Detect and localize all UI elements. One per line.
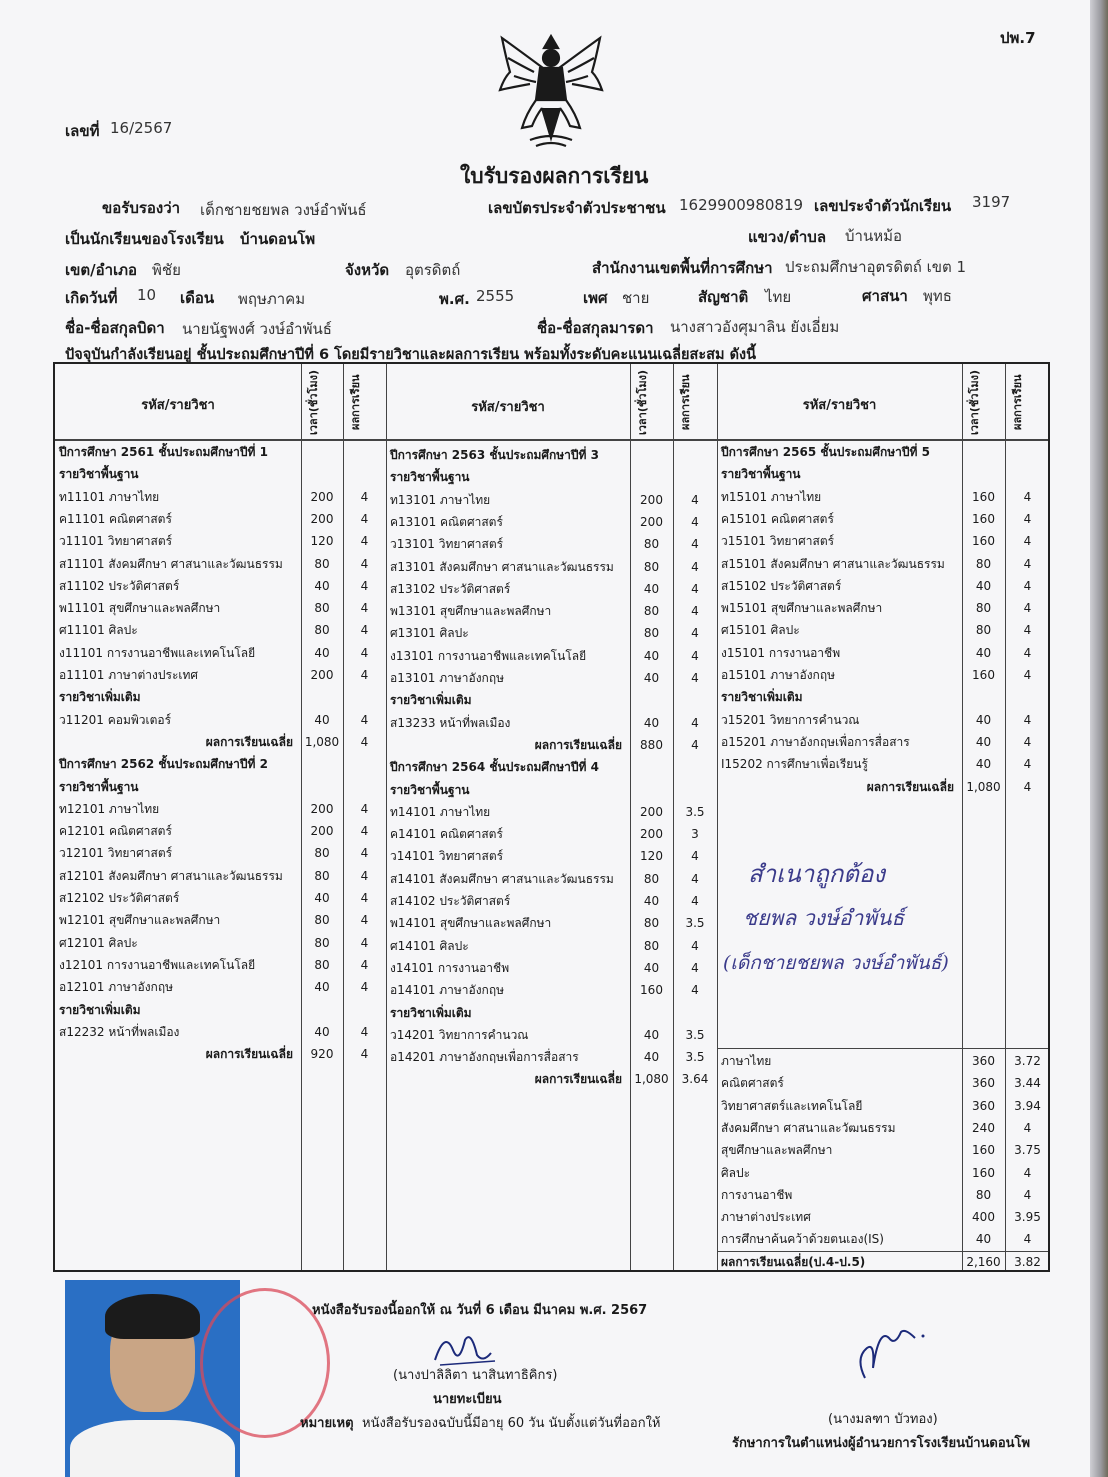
hours-value: 160 xyxy=(640,983,663,998)
grade-value: 4 xyxy=(691,492,699,507)
hours-value: 1,080 xyxy=(966,779,1001,794)
grade-value: 4 xyxy=(360,734,369,749)
grade-value: 4 xyxy=(1023,511,1032,526)
subject-name: ปีการศึกษา 2564 ชั้นประถมศึกษาปีที่ 4 xyxy=(390,760,599,775)
grade-value: 4 xyxy=(360,556,369,571)
subject-name: อ15201 ภาษาอังกฤษเพื่อการสื่อสาร xyxy=(721,734,910,749)
subdistrict-label: แขวง/ตำบล xyxy=(748,228,827,246)
hours-value: 200 xyxy=(640,514,663,529)
hours-value: 120 xyxy=(310,534,334,549)
hours-value: 80 xyxy=(314,556,330,571)
subject-name: ศ13101 ศิลปะ xyxy=(390,626,469,641)
header-grade-2: ผลการเรียน xyxy=(679,374,692,430)
subject-name: ท15101 ภาษาไทย xyxy=(721,489,822,504)
school-name: บ้านดอนโพ xyxy=(240,230,316,248)
grade-value: 3.5 xyxy=(685,1027,705,1042)
grade-value: 3.44 xyxy=(1014,1076,1041,1091)
grade-value: 4 xyxy=(691,537,699,552)
subject-name: ท14101 ภาษาไทย xyxy=(390,804,491,819)
hours-value: 40 xyxy=(975,1232,992,1247)
average-label: ผลการเรียนเฉลี่ย xyxy=(205,734,293,749)
hours-value: 160 xyxy=(972,511,995,526)
grade-value: 4 xyxy=(360,645,369,660)
grade-value: 4 xyxy=(360,712,369,727)
subject-name: พ14101 สุขศึกษาและพลศึกษา xyxy=(390,916,552,931)
grade-value: 4 xyxy=(1023,1187,1032,1202)
average-label: ผลการเรียนเฉลี่ย xyxy=(205,1047,293,1062)
subject-name: ภาษาไทย xyxy=(721,1054,772,1068)
subject-name: ง14101 การงานอาชีพ xyxy=(390,960,510,975)
summary-total-hours: 2,160 xyxy=(966,1255,1001,1269)
subject-name: อ14101 ภาษาอังกฤษ xyxy=(390,983,504,998)
hours-value: 40 xyxy=(643,648,660,663)
mother-name: นางสาวอังศุมาลิน ยังเอี่ยม xyxy=(670,318,840,336)
subject-name: ส14102 ประวัติศาสตร์ xyxy=(390,894,511,908)
director-title: รักษาการในตำแหน่งผู้อำนวยการโรงเรียนบ้านดอนโพ xyxy=(732,1436,1031,1451)
grade-value: 3.5 xyxy=(685,1050,705,1065)
grade-value: 4 xyxy=(360,935,369,950)
hours-value: 80 xyxy=(643,626,660,641)
director-signature-icon xyxy=(845,1318,930,1388)
subject-name: ง12101 การงานอาชีพและเทคโนโลยี xyxy=(59,957,256,972)
hours-value: 40 xyxy=(314,980,330,995)
subject-name: ว14101 วิทยาศาสตร์ xyxy=(390,849,504,864)
subject-name: ส14101 สังคมศึกษา ศาสนาและวัฒนธรรม xyxy=(390,871,614,886)
subject-name: พ15101 สุขศึกษาและพลศึกษา xyxy=(721,601,883,616)
hours-value: 80 xyxy=(975,623,992,638)
subject-name: รายวิชาพื้นฐาน xyxy=(59,779,139,794)
hours-value: 880 xyxy=(640,737,663,752)
subject-name: รายวิชาพื้นฐาน xyxy=(721,467,801,482)
hours-value: 40 xyxy=(643,1027,660,1042)
grade-value: 4 xyxy=(360,1047,369,1062)
hours-value: 80 xyxy=(975,601,992,616)
hours-value: 240 xyxy=(972,1120,995,1135)
district: พิชัย xyxy=(152,261,181,279)
hours-value: 80 xyxy=(975,1187,992,1202)
subject-name: รายวิชาเพิ่มเติม xyxy=(721,690,803,705)
hours-value: 80 xyxy=(314,935,330,950)
id-label: เลขบัตรประจำตัวประชาชน xyxy=(488,199,666,217)
hours-value: 200 xyxy=(310,489,334,504)
subject-name: อ14201 ภาษาอังกฤษเพื่อการสื่อสาร xyxy=(390,1050,579,1065)
subject-name: ท11101 ภาษาไทย xyxy=(59,489,160,504)
doc-number-label: เลขที่ xyxy=(65,122,100,140)
hours-value: 200 xyxy=(310,824,334,839)
subject-name: ง11101 การงานอาชีพและเทคโนโลยี xyxy=(59,645,256,660)
office-label: สำนักงานเขตพื้นที่การศึกษา xyxy=(592,259,773,277)
average-label: ผลการเรียนเฉลี่ย xyxy=(866,779,954,794)
note-label: หมายเหตุ xyxy=(300,1416,354,1431)
id-number: 1629900980819 xyxy=(679,196,804,214)
mother-label: ชื่อ-ชื่อสกุลมารดา xyxy=(537,319,654,337)
grade-value: 3.64 xyxy=(681,1072,709,1087)
grade-value: 4 xyxy=(691,671,699,685)
subject-name: ศ12101 ศิลปะ xyxy=(59,935,138,950)
page-title: ใบรับรองผลการเรียน xyxy=(460,164,649,188)
hours-value: 40 xyxy=(314,645,330,660)
province: อุตรดิตถ์ xyxy=(405,261,461,279)
hours-value: 40 xyxy=(975,757,992,772)
hours-value: 80 xyxy=(643,871,660,886)
grade-value: 4 xyxy=(360,489,369,504)
summary-total-label: ผลการเรียนเฉลี่ย(ป.4-ป.5) xyxy=(721,1255,866,1269)
subject-name: คณิตศาสตร์ xyxy=(721,1076,784,1091)
subject-name: ว14201 วิทยาการคำนวณ xyxy=(390,1027,529,1042)
subject-name: ส13101 สังคมศึกษา ศาสนาและวัฒนธรรม xyxy=(390,559,614,574)
subject-name: ค15101 คณิตศาสตร์ xyxy=(721,511,834,526)
hours-value: 40 xyxy=(975,734,992,749)
born-label: เกิดวันที่ xyxy=(65,289,118,307)
father-label: ชื่อ-ชื่อสกุลบิดา xyxy=(65,319,165,337)
grade-value: 4 xyxy=(1023,668,1032,682)
header-hours-3: เวลา(ชั่วโมง) xyxy=(968,369,981,435)
header-subject-1: รหัส/รายวิชา xyxy=(141,398,215,413)
certify-label: ขอรับรองว่า xyxy=(102,199,181,217)
hours-value: 40 xyxy=(314,1024,330,1039)
province-label: จังหวัด xyxy=(345,261,390,279)
hours-value: 160 xyxy=(972,668,995,682)
subject-name: ปีการศึกษา 2565 ชั้นประถมศึกษาปีที่ 5 xyxy=(721,445,930,459)
subject-name: ค13101 คณิตศาสตร์ xyxy=(390,514,503,529)
grade-value: 4 xyxy=(360,957,369,972)
handwritten-certified-copy: สำเนาถูกต้อง xyxy=(748,860,885,888)
grade-value: 3 xyxy=(691,827,699,842)
subject-name: พ13101 สุขศึกษาและพลศึกษา xyxy=(390,604,552,619)
hours-value: 200 xyxy=(310,801,334,816)
hours-value: 80 xyxy=(975,556,992,571)
grade-value: 4 xyxy=(691,849,699,864)
hours-value: 40 xyxy=(643,960,660,975)
subject-name: รายวิชาพื้นฐาน xyxy=(59,467,139,482)
subject-name: ศ14101 ศิลปะ xyxy=(390,938,469,953)
subject-name: รายวิชาเพิ่มเติม xyxy=(59,1002,141,1017)
grade-value: 4 xyxy=(1023,534,1032,549)
subject-name: ส13233 หน้าที่พลเมือง xyxy=(390,715,511,730)
grade-value: 4 xyxy=(360,846,369,861)
hours-value: 920 xyxy=(310,1047,334,1062)
average-label: ผลการเรียนเฉลี่ย xyxy=(534,1072,622,1087)
subject-name: การศึกษาค้นคว้าด้วยตนเอง(IS) xyxy=(721,1232,884,1247)
grade-value: 4 xyxy=(691,715,699,730)
grade-value: 3.94 xyxy=(1014,1098,1041,1113)
note-text: หนังสือรับรองฉบับนี้มีอายุ 60 วัน นับตั้งแต่วันที่ออกให้ xyxy=(362,1416,661,1431)
hours-value: 360 xyxy=(972,1076,995,1091)
subject-name: ว11201 คอมพิวเตอร์ xyxy=(59,712,172,727)
hours-value: 80 xyxy=(643,537,660,552)
hours-value: 80 xyxy=(314,957,330,972)
subject-name: ค14101 คณิตศาสตร์ xyxy=(390,827,503,842)
sex: ชาย xyxy=(622,289,650,307)
hours-value: 40 xyxy=(643,1050,660,1065)
grade-value: 4 xyxy=(691,559,699,574)
subject-name: รายวิชาพื้นฐาน xyxy=(390,782,470,797)
hours-value: 80 xyxy=(314,868,330,883)
subject-name: สุขศึกษาและพลศึกษา xyxy=(721,1143,833,1158)
grade-value: 4 xyxy=(691,648,699,663)
hours-value: 80 xyxy=(314,601,330,616)
hours-value: 40 xyxy=(975,712,992,727)
nationality: ไทย xyxy=(765,288,792,306)
grade-value: 4 xyxy=(1023,601,1032,616)
year-label: พ.ศ. xyxy=(439,290,470,308)
subject-name: ว15101 วิทยาศาสตร์ xyxy=(721,534,835,549)
grade-value: 4 xyxy=(1023,578,1032,593)
nationality-label: สัญชาติ xyxy=(698,288,749,306)
subject-name: สังคมศึกษา ศาสนาและวัฒนธรรม xyxy=(721,1120,896,1135)
grades-table xyxy=(53,362,1050,1272)
average-label: ผลการเรียนเฉลี่ย xyxy=(534,737,622,752)
header-hours-2: เวลา(ชั่วโมง) xyxy=(636,369,649,435)
header-subject-2: รหัส/รายวิชา xyxy=(471,400,545,415)
subdistrict: บ้านหม้อ xyxy=(845,227,902,245)
born-day: 10 xyxy=(137,286,157,304)
grade-value: 4 xyxy=(1023,645,1032,660)
hours-value: 80 xyxy=(643,938,660,953)
grade-value: 4 xyxy=(360,1024,369,1039)
grade-value: 4 xyxy=(691,737,699,752)
subject-name: ส11101 สังคมศึกษา ศาสนาและวัฒนธรรม xyxy=(59,556,283,571)
subject-name: อ15101 ภาษาอังกฤษ xyxy=(721,668,835,682)
hours-value: 160 xyxy=(972,1143,995,1158)
subject-name: ปีการศึกษา 2563 ชั้นประถมศึกษาปีที่ 3 xyxy=(390,448,599,462)
subject-name: ง13101 การงานอาชีพและเทคโนโลยี xyxy=(390,648,587,663)
grade-value: 4 xyxy=(1023,489,1032,504)
grade-value: 4 xyxy=(691,894,699,908)
grade-value: 4 xyxy=(1023,556,1032,571)
grade-value: 4 xyxy=(691,514,699,529)
subject-name: ส13102 ประวัติศาสตร์ xyxy=(390,581,511,596)
grade-value: 4 xyxy=(691,938,699,953)
header-hours-1: เวลา(ชั่วโมง) xyxy=(307,369,320,435)
grade-value: 4 xyxy=(360,891,369,905)
hours-value: 40 xyxy=(975,578,992,593)
subject-name: พ12101 สุขศึกษาและพลศึกษา xyxy=(59,913,221,928)
hours-value: 40 xyxy=(643,671,660,685)
father-name: นายนัฐพงศ์ วงษ์อำพันธ์ xyxy=(182,320,332,338)
grade-value: 4 xyxy=(1023,712,1032,727)
subject-name: ค12101 คณิตศาสตร์ xyxy=(59,824,172,839)
subject-name: รายวิชาพื้นฐาน xyxy=(390,470,470,485)
hours-value: 120 xyxy=(640,849,663,864)
student-name: เด็กชายชยพล วงษ์อำพันธ์ xyxy=(200,201,367,219)
grade-value: 4 xyxy=(360,601,369,616)
subject-name: ว13101 วิทยาศาสตร์ xyxy=(390,537,504,552)
subject-name: ส15102 ประวัติศาสตร์ xyxy=(721,578,842,593)
grade-value: 4 xyxy=(691,604,699,619)
office: ประถมศึกษาอุตรดิตถ์ เขต 1 xyxy=(785,258,967,276)
subject-name: ศิลปะ xyxy=(721,1165,751,1180)
hours-value: 400 xyxy=(972,1210,995,1225)
grade-value: 4 xyxy=(1023,1232,1032,1247)
hours-value: 40 xyxy=(643,715,660,730)
grade-value: 4 xyxy=(360,578,369,593)
born-year: 2555 xyxy=(476,287,515,305)
hours-value: 40 xyxy=(643,581,660,596)
district-label: เขต/อำเภอ xyxy=(65,261,138,279)
subject-name: พ11101 สุขศึกษาและพลศึกษา xyxy=(59,601,221,616)
subject-name: รายวิชาเพิ่มเติม xyxy=(390,1005,472,1020)
subject-name: ท12101 ภาษาไทย xyxy=(59,801,160,816)
sex-label: เพศ xyxy=(583,289,608,307)
subject-name: อ12101 ภาษาอังกฤษ xyxy=(59,980,173,995)
handwritten-full-name: (เด็กชายชยพล วงษ์อำพันธ์) xyxy=(723,952,949,974)
hours-value: 80 xyxy=(643,916,660,931)
subject-name: ว15201 วิทยาการคำนวณ xyxy=(721,712,860,727)
grade-value: 3.5 xyxy=(685,916,705,931)
hours-value: 1,080 xyxy=(304,734,340,749)
hours-value: 40 xyxy=(975,645,992,660)
subject-name: การงานอาชีพ xyxy=(721,1187,793,1202)
grade-value: 4 xyxy=(691,983,699,998)
grade-value: 4 xyxy=(691,960,699,975)
grade-value: 4 xyxy=(360,534,369,549)
grade-value: 3.5 xyxy=(685,804,705,819)
subject-name: อ11101 ภาษาต่างประเทศ xyxy=(59,668,199,682)
month-label: เดือน xyxy=(180,289,215,307)
grade-value: 3.72 xyxy=(1014,1054,1041,1068)
grade-value: 4 xyxy=(360,801,369,816)
subject-name: ท13101 ภาษาไทย xyxy=(390,492,491,507)
hours-value: 40 xyxy=(314,578,330,593)
hours-value: 80 xyxy=(643,559,660,574)
subject-name: ส12232 หน้าที่พลเมือง xyxy=(59,1024,180,1039)
header-subject-3: รหัส/รายวิชา xyxy=(802,398,877,413)
born-month: พฤษภาคม xyxy=(238,290,306,308)
subject-name: I15202 การศึกษาเพื่อเรียนรู้ xyxy=(721,757,868,772)
hours-value: 160 xyxy=(972,1165,995,1180)
subject-name: ศ11101 ศิลปะ xyxy=(59,623,138,638)
grade-value: 4 xyxy=(1023,779,1032,794)
grade-value: 4 xyxy=(1023,1120,1032,1135)
doc-number: 16/2567 xyxy=(110,119,173,137)
student-no-label: เลขประจำตัวนักเรียน xyxy=(814,197,952,215)
subject-name: ง15101 การงานอาชีพ xyxy=(721,645,841,660)
hours-value: 80 xyxy=(314,623,330,638)
grade-value: 4 xyxy=(691,871,699,886)
current-statement: ปัจจุบันกำลังเรียนอยู่ ชั้นประถมศึกษาปีที่ 6 โดยมีรายวิชาและผลการเรียน พร้อมทั้งระดับคะแนนเฉลี่ยสะสม ดังนี้ xyxy=(65,347,757,363)
subject-name: วิทยาศาสตร์และเทคโนโลยี xyxy=(721,1098,863,1113)
grade-value: 4 xyxy=(691,626,699,641)
hours-value: 80 xyxy=(314,913,330,928)
hours-value: 1,080 xyxy=(634,1072,669,1087)
handwritten-signature-name: ชยพล วงษ์อำพันธ์ xyxy=(743,906,905,930)
grade-value: 3.75 xyxy=(1014,1143,1041,1158)
grade-value: 4 xyxy=(360,868,369,883)
grade-value: 4 xyxy=(1023,623,1032,638)
grade-value: 4 xyxy=(360,511,369,526)
religion: พุทธ xyxy=(923,287,952,305)
registrar-title: นายทะเบียน xyxy=(433,1392,502,1407)
hours-value: 40 xyxy=(643,894,660,908)
header-grade-1: ผลการเรียน xyxy=(349,374,362,430)
subject-name: ค11101 คณิตศาสตร์ xyxy=(59,511,172,526)
subject-name: รายวิชาเพิ่มเติม xyxy=(59,690,141,705)
subject-name: ว12101 วิทยาศาสตร์ xyxy=(59,846,173,861)
page-edge-shadow xyxy=(1090,0,1108,1477)
hours-value: 200 xyxy=(640,492,663,507)
hours-value: 160 xyxy=(972,534,995,549)
grade-value: 4 xyxy=(360,668,369,682)
registrar-name: (นางปาลิลิตา นาสินทาธิคิกร) xyxy=(393,1368,558,1383)
grade-value: 4 xyxy=(360,980,369,995)
grade-value: 4 xyxy=(360,623,369,638)
grade-value: 4 xyxy=(360,913,369,928)
subject-name: อ13101 ภาษาอังกฤษ xyxy=(390,671,504,685)
hours-value: 80 xyxy=(643,604,660,619)
subject-name: ปีการศึกษา 2562 ชั้นประถมศึกษาปีที่ 2 xyxy=(59,757,268,772)
grade-value: 4 xyxy=(360,824,369,839)
hours-value: 200 xyxy=(310,668,334,682)
issue-statement: หนังสือรับรองนี้ออกให้ ณ วันที่ 6 เดือน มีนาคม พ.ศ. 2567 xyxy=(312,1303,648,1318)
subject-name: ศ15101 ศิลปะ xyxy=(721,623,800,638)
garuda-emblem-icon xyxy=(496,28,606,150)
subject-name: ส11102 ประวัติศาสตร์ xyxy=(59,578,180,593)
director-name: (นางมลฑา บัวทอง) xyxy=(828,1412,938,1427)
grade-value: 4 xyxy=(1023,734,1032,749)
hours-value: 200 xyxy=(310,511,334,526)
summary-total-grade: 3.82 xyxy=(1014,1255,1041,1269)
subject-name: ภาษาต่างประเทศ xyxy=(721,1210,811,1225)
hours-value: 80 xyxy=(314,846,330,861)
student-no: 3197 xyxy=(972,193,1011,211)
header-grade-3: ผลการเรียน xyxy=(1011,374,1024,430)
hours-value: 360 xyxy=(972,1098,995,1113)
religion-label: ศาสนา xyxy=(862,287,908,305)
subject-name: ว11101 วิทยาศาสตร์ xyxy=(59,534,173,549)
grade-value: 4 xyxy=(1023,757,1032,772)
grade-value: 3.95 xyxy=(1014,1210,1041,1225)
hours-value: 40 xyxy=(314,712,330,727)
hours-value: 360 xyxy=(972,1054,995,1068)
subject-name: ส15101 สังคมศึกษา ศาสนาและวัฒนธรรม xyxy=(721,556,945,571)
subject-name: ปีการศึกษา 2561 ชั้นประถมศึกษาปีที่ 1 xyxy=(59,445,268,459)
subject-name: ส12102 ประวัติศาสตร์ xyxy=(59,891,180,905)
school-label: เป็นนักเรียนของโรงเรียน xyxy=(65,230,224,248)
grade-value: 4 xyxy=(691,581,699,596)
subject-name: ส12101 สังคมศึกษา ศาสนาและวัฒนธรรม xyxy=(59,868,283,883)
form-code: ปพ.7 xyxy=(1000,29,1036,47)
subject-name: รายวิชาเพิ่มเติม xyxy=(390,693,472,708)
hours-value: 200 xyxy=(640,804,663,819)
hours-value: 40 xyxy=(314,891,330,905)
hours-value: 200 xyxy=(640,827,663,842)
hours-value: 160 xyxy=(972,489,995,504)
grade-value: 4 xyxy=(1023,1165,1032,1180)
